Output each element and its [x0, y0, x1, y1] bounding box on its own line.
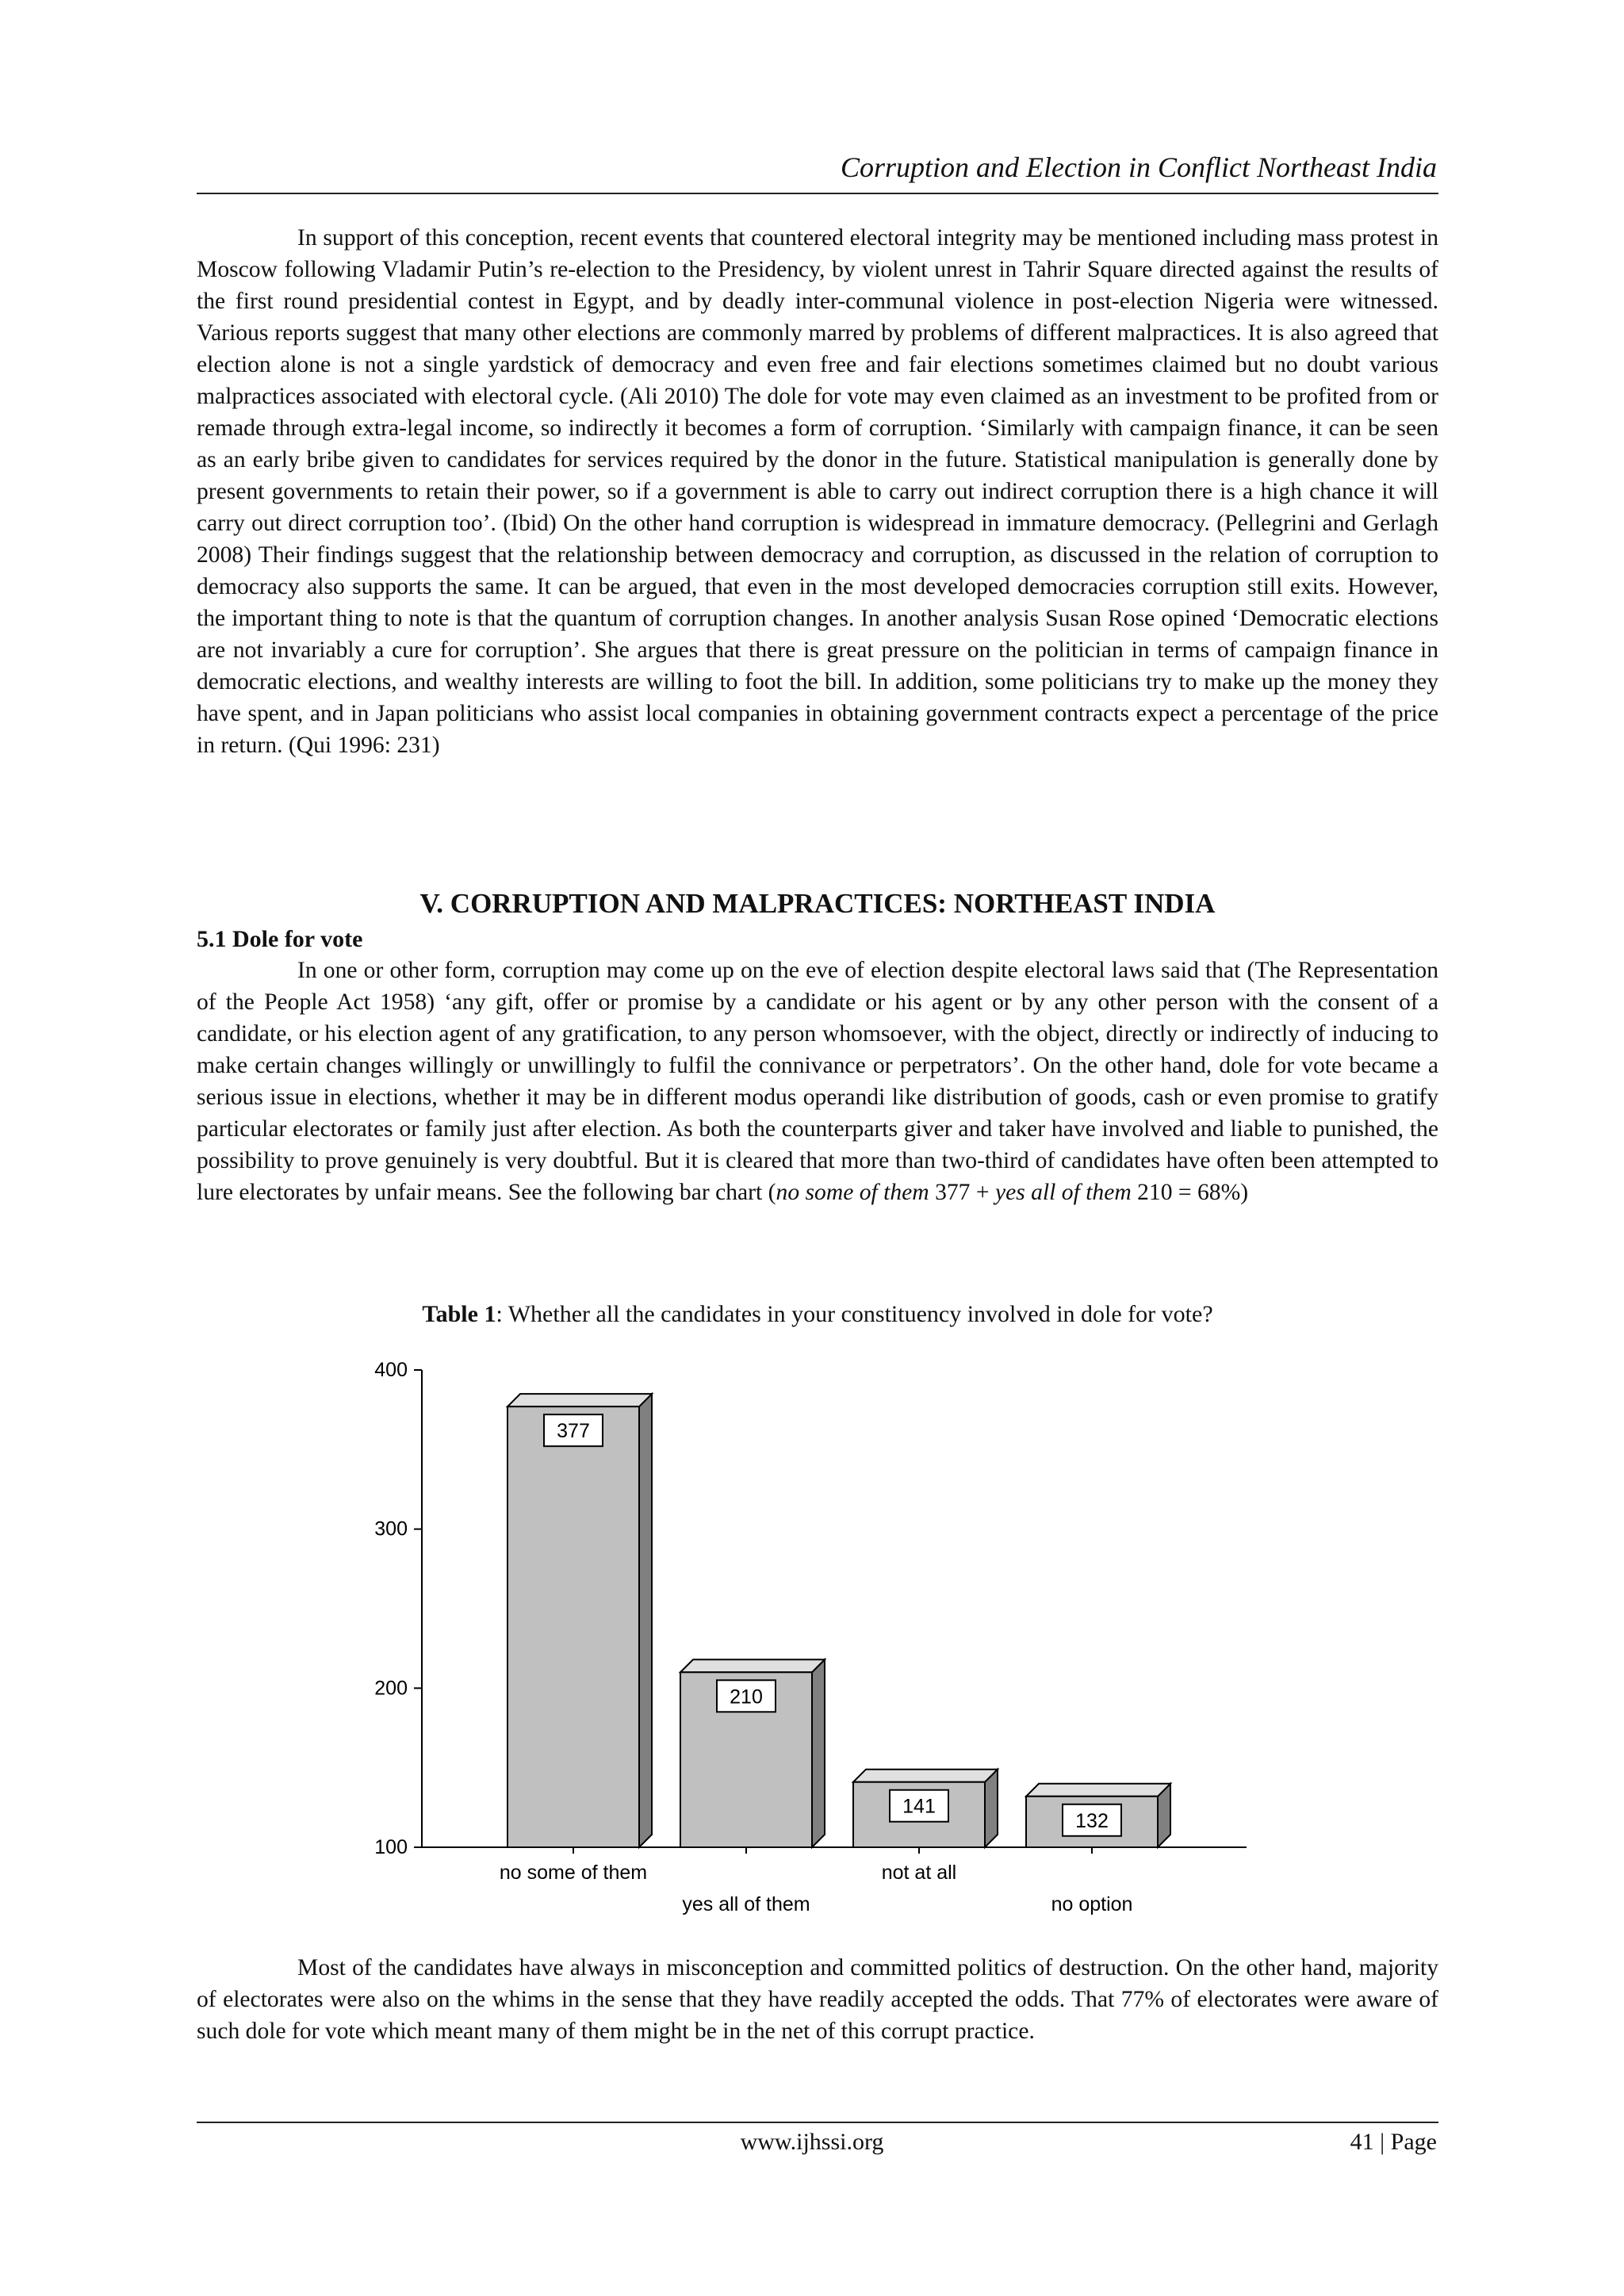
bar-chart-svg [349, 1348, 1269, 1934]
footer-rule [197, 2122, 1438, 2123]
y-tick-label: 100 [374, 1836, 408, 1858]
bar-side-face [812, 1659, 825, 1847]
bar-top-face [853, 1770, 998, 1782]
y-tick-label: 200 [374, 1677, 408, 1700]
body-paragraph-3 [197, 1952, 1438, 2047]
table-label: Table 1 [422, 1301, 496, 1327]
x-tick-label: no some of them [499, 1862, 648, 1884]
subsection-heading: 5.1 Dole for vote [197, 926, 363, 952]
x-tick-label: no option [1051, 1893, 1133, 1915]
x-tick-label: yes all of them [682, 1893, 810, 1915]
x-tick-label: not at all [881, 1862, 957, 1884]
bar [508, 1406, 639, 1847]
data-label: 132 [1075, 1809, 1109, 1832]
body-paragraph-2 [197, 955, 1438, 1208]
data-label: 377 [557, 1420, 590, 1443]
bar-side-face [639, 1394, 652, 1847]
body-paragraph-1 [197, 222, 1438, 761]
paragraph-text [197, 955, 1438, 1208]
y-tick-label: 400 [374, 1359, 408, 1381]
data-label: 141 [902, 1795, 936, 1818]
section-heading: V. CORRUPTION AND MALPRACTICES: NORTHEAST INDIA [419, 888, 1216, 919]
bar-top-face [680, 1659, 825, 1672]
inline-value-2: 210 = 68%) [1131, 1180, 1249, 1205]
paragraph-main-text: In one or other form, corruption may come up on the eve of election despite electoral laws said that (The Representation of the People Act 1958) ‘any gift, offer or promise by a candidate or his agent or by any other person with the consent of a candidate, or his election agent of any gratification, to any person whomsoever, with the object, directly or indirectly of inducing to make certain changes willingly or unwillingly to fulfil the connivance or perpetrators’. On the other hand, dole for vote became a serious issue in elections, whether it may be in different modus operandi like distribution of goods, cash or even promise to gratify particular electorates or family just after election. As both the counterparts giver and taker have involved and liable to punished, the possibility to prove genuinely is very doubtful. But it is cleared that more than two-third of candidates have often been attempted to lure electorates by unfair means. See the following bar chart ( [197, 958, 1438, 1205]
table-caption [197, 1299, 1438, 1330]
footer-site: www.ijhssi.org [740, 2129, 884, 2155]
table-caption-text: : Whether all the candidates in your constituency involved in dole for vote? [496, 1301, 1213, 1327]
paragraph-text: In support of this conception, recent events that countered electoral integrity may be mentioned including mass protest in Moscow following Vladamir Putin’s re-election to the Presidency, by violent unrest in Tahrir Square directed against the results of the first round presidential contest in Egypt, and by deadly inter-communal violence in post-election Nigeria were witnessed. Various reports suggest that many other elections are commonly marred by problems of different malpractices. It is also agreed that election alone is not a single yardstick of democracy and even free and fair elections sometimes claimed but no doubt various malpractices associated with electoral cycle. (Ali 2010) The dole for vote may even claimed as an investment to be profited from or remade through extra-legal income, so indirectly it becomes a form of corruption. ‘Similarly with campaign finance, it can be seen as an early bribe given to candidates for services required by the donor in the future. Statistical manipulation is generally done by present governments to retain their power, so if a government is able to carry out indirect corruption there is a high chance it will carry out direct corruption too’. (Ibid) On the other hand corruption is widespread in immature democracy. (Pellegrini and Gerlagh 2008) Their findings suggest that the relationship between democracy and corruption, as discussed in the relation of corruption to democracy also supports the same. It can be argued, that even in the most developed democracies corruption still exits. However, the important thing to note is that the quantum of corruption changes. In another analysis Susan Rose opined ‘Democratic elections are not invariably a cure for corruption’. She argues that there is great pressure on the politician in terms of campaign finance in democratic elections, and wealthy interests are willing to foot the bill. In addition, some politicians try to make up the money they have spent, and in Japan politicians who assist local companies in obtaining government contracts expect a percentage of the price in return. (Qui 1996: 231) [197, 225, 1438, 758]
footer-page-number: 41 | Page [1350, 2129, 1437, 2155]
data-label: 210 [730, 1686, 763, 1709]
running-header: Corruption and Election in Conflict Northeast India [841, 151, 1437, 183]
inline-value-1: 377 + [929, 1180, 995, 1205]
paragraph-text: Most of the candidates have always in misconception and committed politics of destruction. On the other hand, majority of electorates were also on the whims in the sense that they have readily accepted the odds. That 77% of electorates were aware of such dole for vote which meant many of them might be in the net of this corrupt practice. [197, 1955, 1438, 2044]
italic-category-1: no some of them [776, 1180, 929, 1205]
bar-chart [349, 1348, 1269, 1934]
italic-category-2: yes all of them [994, 1180, 1132, 1205]
header-rule [197, 193, 1438, 194]
bar-top-face [1026, 1784, 1170, 1797]
bar-top-face [508, 1394, 652, 1406]
y-tick-label: 300 [374, 1517, 408, 1540]
